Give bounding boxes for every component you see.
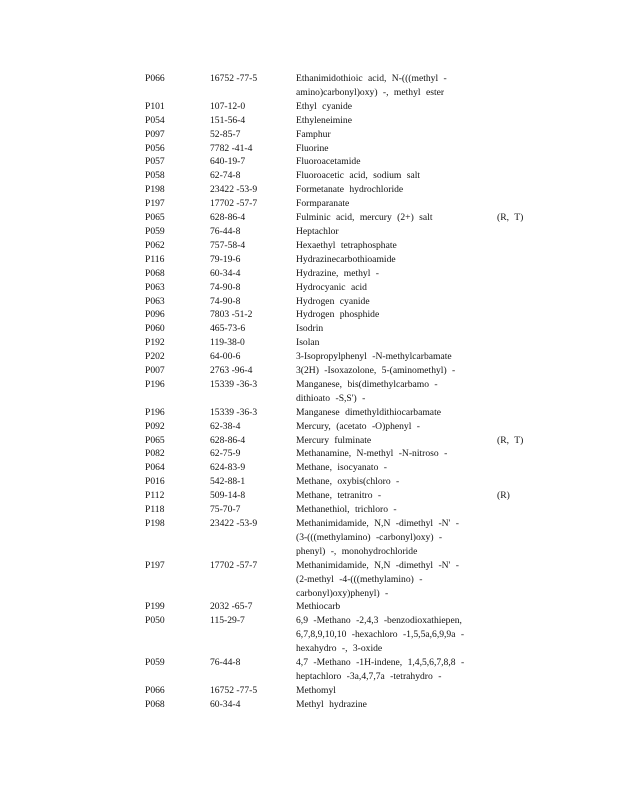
substance-name-line: Fluorine	[296, 142, 329, 154]
cas-number: 107-12-0	[210, 100, 246, 112]
waste-code: P082	[145, 448, 165, 460]
substance-name	[296, 308, 490, 322]
cas-number: 15339 -36-3	[210, 406, 258, 418]
substance-name-line: Formparanate	[296, 198, 350, 210]
substance-name-line: Mercury, (acetato -O)phenyl -	[296, 420, 420, 432]
waste-code: P060	[145, 323, 165, 335]
substance-name-line: Hydrocyanic acid	[296, 281, 367, 293]
waste-code: P198	[145, 184, 165, 196]
substance-name	[296, 169, 490, 183]
table-row	[0, 600, 618, 614]
substance-name-line: Methyl hydrazine	[296, 698, 367, 710]
waste-code: P066	[145, 73, 165, 84]
substance-name-line: Ethyl cyanide	[296, 100, 353, 112]
cas-number: 17702 -57-7	[210, 198, 258, 210]
substance-name-line: hexahydro -, 3-oxide	[296, 643, 383, 655]
cas-number: 60-34-4	[210, 267, 241, 279]
table-row	[0, 128, 618, 142]
cas-number: 64-00-6	[210, 351, 241, 363]
waste-code: P066	[145, 684, 165, 696]
substance-name	[296, 503, 490, 517]
table-row	[0, 406, 618, 420]
cas-number: 60-34-4	[210, 698, 241, 710]
table-row	[0, 281, 618, 295]
substance-name	[296, 461, 490, 475]
table-row	[0, 155, 618, 169]
cas-number: 509-14-8	[210, 490, 246, 502]
table-row	[0, 475, 618, 489]
cas-number: 76-44-8	[210, 225, 241, 237]
waste-code: P057	[145, 156, 165, 168]
substance-name	[296, 225, 490, 239]
cas-number: 74-90-8	[210, 295, 241, 307]
substance-name-line: Methiocarb	[296, 601, 341, 613]
table-row	[0, 295, 618, 309]
waste-code: P096	[145, 309, 165, 321]
hazardous-waste-table	[0, 72, 618, 712]
substance-name-line: Hexaethyl tetraphosphate	[296, 239, 397, 251]
substance-name	[296, 114, 490, 128]
waste-code: P064	[145, 462, 165, 474]
waste-code: P007	[145, 365, 165, 377]
table-row	[0, 183, 618, 197]
table-row	[0, 211, 618, 225]
substance-name-line: Formetanate hydrochloride	[296, 184, 404, 196]
substance-name-line: phenyl) -, monohydrochloride	[296, 545, 418, 557]
cas-number: 628-86-4	[210, 434, 246, 446]
hazard-code: (R, T)	[497, 212, 524, 224]
cas-number: 115-29-7	[210, 615, 245, 627]
substance-name-line: Methomyl	[296, 684, 336, 696]
substance-name-line: 6,7,8,9,10,10 -hexachloro -1,5,5a,6,9,9a -	[296, 629, 465, 641]
substance-name-line: Hydrazinecarbothioamide	[296, 253, 396, 265]
cas-number: 16752 -77-5	[210, 73, 258, 84]
table-row	[0, 364, 618, 378]
waste-code: P197	[145, 559, 165, 571]
table-row	[0, 197, 618, 211]
waste-code: P101	[145, 100, 165, 112]
waste-code: P118	[145, 504, 165, 516]
table-row	[0, 656, 618, 684]
substance-name	[296, 281, 490, 295]
substance-name-line: carbonyl)oxy)phenyl) -	[296, 587, 389, 599]
cas-number: 62-75-9	[210, 448, 241, 460]
cas-number: 151-56-4	[210, 114, 246, 126]
cas-number: 628-86-4	[210, 212, 246, 224]
table-row	[0, 489, 618, 503]
substance-name-line: Fluoroacetic acid, sodium salt	[296, 170, 421, 182]
table-row	[0, 503, 618, 517]
substance-name-line: 4,7 -Methano -1H-indene, 1,4,5,6,7,8,8 -	[296, 657, 465, 669]
substance-name-line: Methanamine, N-methyl -N-nitroso -	[296, 448, 448, 460]
waste-code: P112	[145, 490, 165, 502]
substance-name-line: Hydrogen phosphide	[296, 309, 380, 321]
substance-name	[296, 183, 490, 197]
substance-name-line: Ethyleneimine	[296, 114, 352, 126]
cas-number: 640-19-7	[210, 156, 246, 168]
substance-name-line: Fluoroacetamide	[296, 156, 361, 168]
cas-number: 23422 -53-9	[210, 184, 258, 196]
table-row	[0, 461, 618, 475]
substance-name	[296, 322, 490, 336]
substance-name-line: dithioato -S,S') -	[296, 392, 366, 404]
cas-number: 17702 -57-7	[210, 559, 258, 571]
waste-code: P097	[145, 128, 165, 140]
substance-name	[296, 559, 490, 601]
waste-code: P197	[145, 198, 165, 210]
substance-name	[296, 475, 490, 489]
cas-number: 7803 -51-2	[210, 309, 253, 321]
hazard-code: (R, T)	[497, 434, 524, 446]
table-row	[0, 100, 618, 114]
waste-code: P062	[145, 239, 165, 251]
waste-code: P056	[145, 142, 165, 154]
table-row	[0, 253, 618, 267]
substance-name-line: Mercury fulminate	[296, 434, 372, 446]
substance-name	[296, 517, 490, 559]
cas-number: 74-90-8	[210, 281, 241, 293]
waste-code: P063	[145, 295, 165, 307]
substance-name	[296, 698, 490, 712]
substance-name	[296, 211, 490, 225]
table-row	[0, 308, 618, 322]
substance-name	[296, 656, 490, 684]
substance-name	[296, 267, 490, 281]
substance-name-line: Isolan	[296, 337, 320, 349]
waste-code: P192	[145, 337, 165, 349]
waste-code: P092	[145, 420, 165, 432]
substance-name-line: heptachloro -3a,4,7,7a -tetrahydro -	[296, 670, 442, 682]
waste-code: P016	[145, 476, 165, 488]
table-row	[0, 267, 618, 281]
substance-name	[296, 420, 490, 434]
substance-name-line: Hydrazine, methyl -	[296, 267, 379, 279]
substance-name	[296, 336, 490, 350]
substance-name	[296, 614, 490, 656]
waste-code: P198	[145, 518, 165, 529]
cas-number: 465-73-6	[210, 323, 246, 335]
cas-number: 2032 -65-7	[210, 601, 253, 613]
table-row	[0, 420, 618, 434]
cas-number: 76-44-8	[210, 657, 241, 669]
table-row	[0, 517, 618, 559]
cas-number: 119-38-0	[210, 337, 245, 349]
substance-name-line: Methane, tetranitro -	[296, 490, 382, 502]
substance-name-line: Manganese, bis(dimethylcarbamo -	[296, 378, 438, 390]
cas-number: 757-58-4	[210, 239, 246, 251]
cas-number: 624-83-9	[210, 462, 246, 474]
substance-name	[296, 447, 490, 461]
table-row	[0, 169, 618, 183]
table-row	[0, 225, 618, 239]
table-row	[0, 434, 618, 448]
cas-number: 2763 -96-4	[210, 365, 253, 377]
table-row	[0, 239, 618, 253]
substance-name	[296, 72, 490, 100]
table-row	[0, 559, 618, 601]
waste-code: P059	[145, 657, 165, 669]
table-row	[0, 378, 618, 406]
table-row	[0, 350, 618, 364]
table-row	[0, 614, 618, 656]
table-row	[0, 142, 618, 156]
substance-name	[296, 100, 490, 114]
cas-number: 75-70-7	[210, 504, 241, 516]
substance-name-line: 3-Isopropylphenyl -N-methylcarbamate	[296, 351, 452, 363]
cas-number: 62-38-4	[210, 420, 241, 432]
waste-code: P058	[145, 170, 165, 182]
waste-code: P199	[145, 601, 165, 613]
hazard-code: (R)	[497, 490, 510, 502]
substance-name	[296, 406, 490, 420]
substance-name	[296, 253, 490, 267]
table-row	[0, 684, 618, 698]
substance-name-line: Methanimidamide, N,N -dimethyl -N' -	[296, 518, 459, 529]
substance-name	[296, 684, 490, 698]
waste-code: P068	[145, 698, 165, 710]
cas-number: 16752 -77-5	[210, 684, 258, 696]
cas-number: 542-88-1	[210, 476, 246, 488]
waste-code: P196	[145, 378, 165, 390]
waste-code: P116	[145, 253, 165, 265]
substance-name	[296, 128, 490, 142]
waste-code: P050	[145, 615, 165, 627]
substance-name	[296, 239, 490, 253]
substance-name-line: Methane, isocyanato -	[296, 462, 387, 474]
substance-name-line: Ethanimidothioic acid, N-(((methyl -	[296, 73, 447, 84]
table-row	[0, 698, 618, 712]
substance-name-line: Heptachlor	[296, 225, 339, 237]
substance-name	[296, 142, 490, 156]
cas-number: 62-74-8	[210, 170, 241, 182]
substance-name-line: Manganese dimethyldithiocarbamate	[296, 406, 441, 418]
cas-number: 52-85-7	[210, 128, 241, 140]
waste-code: P063	[145, 281, 165, 293]
waste-code: P065	[145, 434, 165, 446]
substance-name-line: 3(2H) -Isoxazolone, 5-(aminomethyl) -	[296, 365, 456, 377]
substance-name	[296, 350, 490, 364]
cas-number: 15339 -36-3	[210, 378, 258, 390]
substance-name-line: amino)carbonyl)oxy) -, methyl ester	[296, 86, 445, 98]
substance-name	[296, 197, 490, 211]
table-row	[0, 322, 618, 336]
substance-name-line: Methane, oxybis(chloro -	[296, 476, 400, 488]
cas-number: 7782 -41-4	[210, 142, 253, 154]
waste-code: P202	[145, 351, 165, 363]
substance-name	[296, 378, 490, 406]
substance-name-line: Fulminic acid, mercury (2+) salt	[296, 212, 433, 224]
substance-name-line: Methanethiol, trichloro -	[296, 504, 397, 516]
cas-number: 23422 -53-9	[210, 518, 258, 529]
substance-name-line: Methanimidamide, N,N -dimethyl -N' -	[296, 559, 459, 571]
table-row	[0, 336, 618, 350]
waste-code: P065	[145, 212, 165, 224]
waste-code: P054	[145, 114, 165, 126]
table-row	[0, 447, 618, 461]
waste-code: P196	[145, 406, 165, 418]
substance-name-line: (3-(((methylamino) -carbonyl)oxy) -	[296, 531, 443, 543]
substance-name-line: Famphur	[296, 128, 331, 140]
substance-name-line: Hydrogen cyanide	[296, 295, 370, 307]
substance-name-line: Isodrin	[296, 323, 324, 335]
substance-name	[296, 489, 490, 503]
substance-name	[296, 600, 490, 614]
cas-number: 79-19-6	[210, 253, 241, 265]
substance-name	[296, 295, 490, 309]
table-row	[0, 72, 618, 100]
substance-name	[296, 155, 490, 169]
table-row	[0, 114, 618, 128]
substance-name-line: (2-methyl -4-(((methylamino) -	[296, 573, 423, 585]
waste-code: P068	[145, 267, 165, 279]
substance-name-line: 6,9 -Methano -2,4,3 -benzodioxathiepen,	[296, 615, 462, 627]
waste-code: P059	[145, 225, 165, 237]
substance-name	[296, 364, 490, 378]
substance-name	[296, 434, 490, 448]
